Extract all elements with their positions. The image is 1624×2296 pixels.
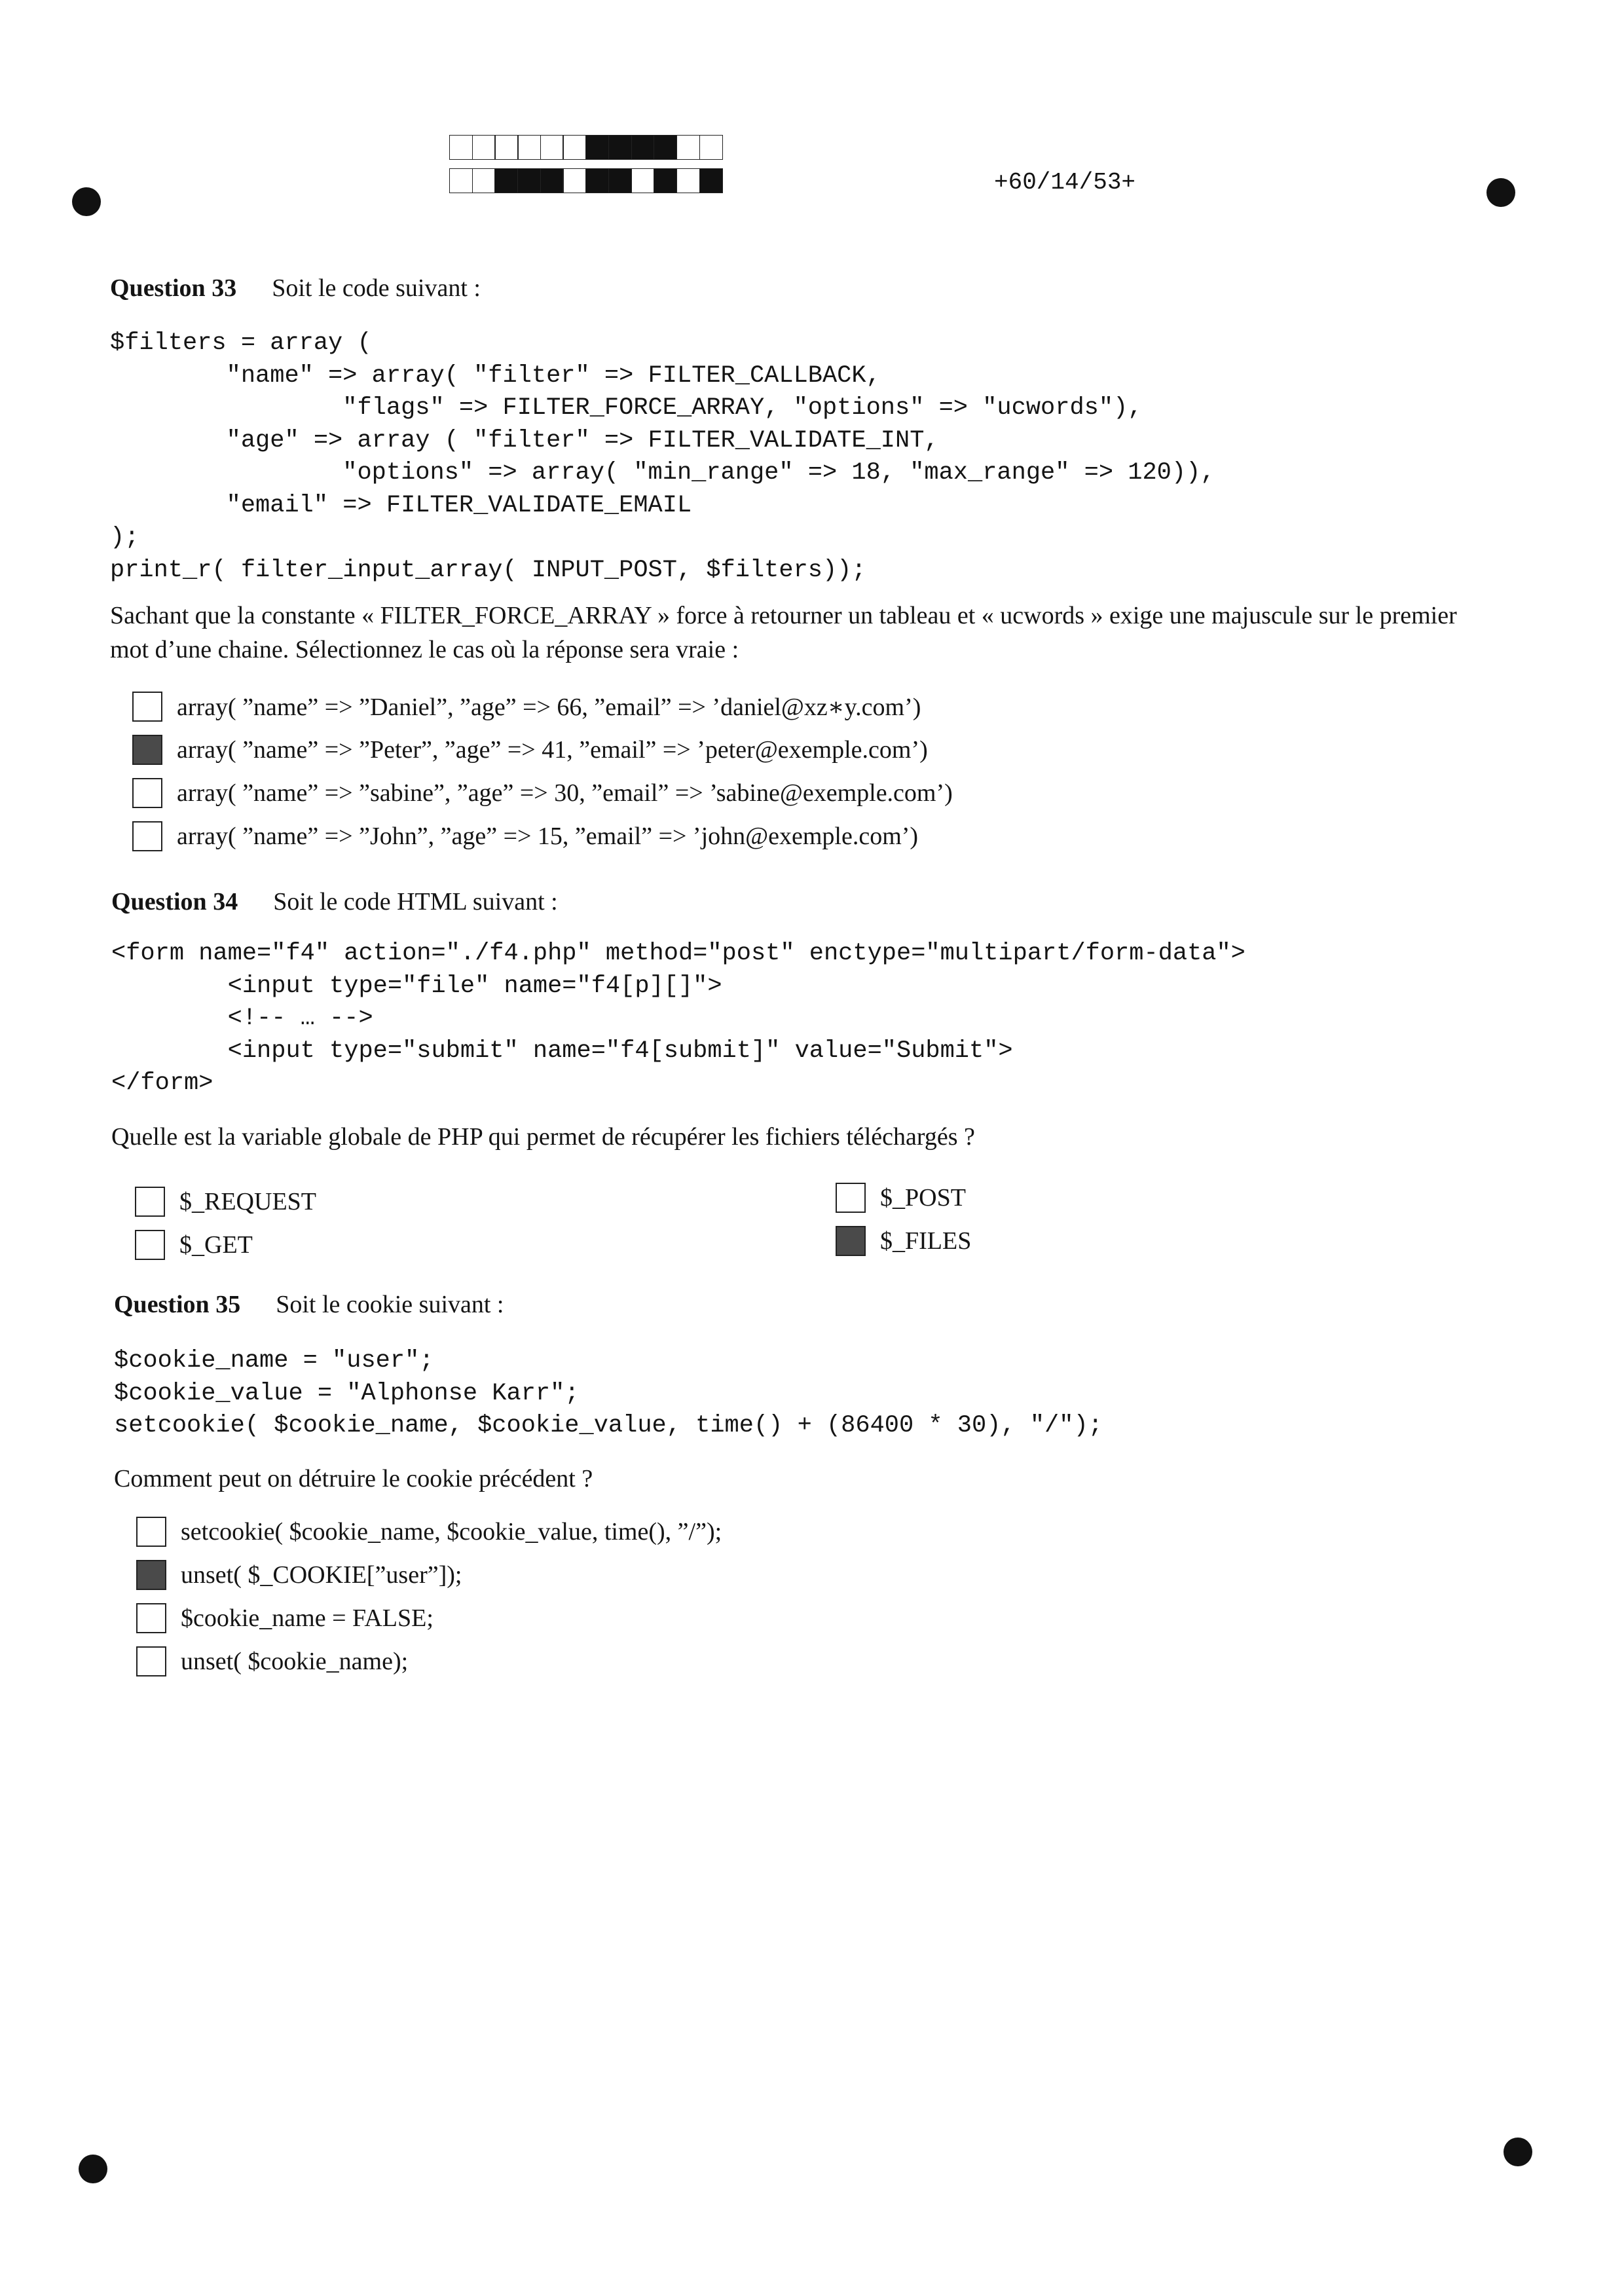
question-34-intro: Soit le code HTML suivant : — [273, 888, 558, 916]
barcode-cell — [585, 135, 609, 160]
barcode-cell — [676, 135, 700, 160]
q33-option-1[interactable] — [132, 692, 921, 722]
question-34-label: Question 34 — [111, 888, 238, 916]
checkbox[interactable] — [836, 1183, 866, 1213]
checkbox[interactable] — [136, 1517, 166, 1547]
barcode-cell — [563, 135, 586, 160]
registration-mark-top-left — [72, 187, 101, 216]
barcode-cell — [494, 168, 518, 193]
option-label: array( ”name” => ”Peter”, ”age” => 41, ”email” => ’peter@exemple.com’) — [177, 736, 928, 764]
question-35-code: $cookie_name = "user"; $cookie_value = "Alphonse Karr"; setcookie( $cookie_name, $cookie_value, time() + (86400 * 30), "/"); — [114, 1347, 1103, 1439]
barcode-cell — [517, 135, 541, 160]
option-label: unset( $cookie_name); — [181, 1648, 409, 1675]
question-33-prompt: Sachant que la constante « FILTER_FORCE_ARRAY » force à retourner un tableau et « ucwords » exige une majuscule sur le premier mot d’une chaine. Sélectionnez le cas où la réponse sera vraie : — [110, 602, 1457, 663]
page-id: +60/14/53+ — [994, 169, 1136, 196]
barcode-cell — [540, 135, 564, 160]
option-label: unset( $_COOKIE[”user”]); — [181, 1561, 462, 1589]
q34-option-request[interactable] — [135, 1187, 316, 1217]
option-label: $_REQUEST — [179, 1188, 316, 1215]
question-33-label: Question 33 — [110, 274, 237, 302]
barcode-cell — [472, 168, 496, 193]
barcode-cell — [631, 168, 655, 193]
barcode-cell — [631, 135, 655, 160]
barcode-cell — [654, 168, 677, 193]
checkbox[interactable] — [132, 821, 162, 851]
question-33-intro: Soit le code suivant : — [272, 274, 481, 302]
question-35-label: Question 35 — [114, 1291, 241, 1318]
barcode-cell — [517, 168, 541, 193]
barcode-cell — [449, 135, 473, 160]
q34-option-post[interactable] — [836, 1183, 966, 1213]
barcode-cell — [608, 135, 632, 160]
barcode-cell — [494, 135, 518, 160]
checkbox[interactable] — [836, 1226, 866, 1256]
question-35-header — [114, 1290, 504, 1319]
option-label: $_FILES — [880, 1227, 972, 1255]
option-label: $_GET — [179, 1231, 253, 1259]
option-label: setcookie( $cookie_name, $cookie_value, time(), ”/”); — [181, 1518, 722, 1546]
checkbox[interactable] — [135, 1187, 165, 1217]
barcode-cell — [676, 168, 700, 193]
barcode-row-1 — [449, 135, 722, 161]
barcode-cell — [585, 168, 609, 193]
barcode-cell — [699, 168, 723, 193]
question-34-header — [111, 887, 558, 916]
checkbox[interactable] — [136, 1560, 166, 1590]
barcode-cell — [563, 168, 586, 193]
checkbox[interactable] — [136, 1646, 166, 1676]
barcode-cell — [608, 168, 632, 193]
option-label: array( ”name” => ”John”, ”age” => 15, ”email” => ’john@exemple.com’) — [177, 823, 919, 850]
question-35-prompt: Comment peut on détruire le cookie précédent ? — [114, 1465, 593, 1492]
barcode-cell — [699, 135, 723, 160]
q35-option-4[interactable] — [136, 1646, 408, 1676]
q34-option-files[interactable] — [836, 1226, 971, 1256]
q34-option-get[interactable] — [135, 1230, 253, 1260]
checkbox[interactable] — [132, 778, 162, 808]
question-35-intro: Soit le cookie suivant : — [276, 1291, 504, 1318]
q35-option-2[interactable] — [136, 1560, 462, 1590]
checkbox[interactable] — [132, 692, 162, 722]
checkbox[interactable] — [135, 1230, 165, 1260]
q35-option-1[interactable] — [136, 1517, 722, 1547]
barcode-cell — [449, 168, 473, 193]
question-34-prompt: Quelle est la variable globale de PHP qui permet de récupérer les fichiers téléchargés ? — [111, 1123, 975, 1151]
q33-option-3[interactable] — [132, 778, 953, 808]
q33-option-2[interactable] — [132, 735, 928, 765]
option-label: $_POST — [880, 1184, 966, 1212]
q35-option-3[interactable] — [136, 1603, 434, 1633]
registration-mark-bottom-left — [79, 2155, 107, 2183]
q33-option-4[interactable] — [132, 821, 918, 851]
checkbox[interactable] — [136, 1603, 166, 1633]
barcode-cell — [472, 135, 496, 160]
question-33-code: $filters = array ( "name" => array( "filter" => FILTER_CALLBACK, "flags" => FILTER_FORCE_ARRAY, "options" => "ucwords"), "age" => array ( "filter" => FILTER_VALIDATE_INT, "options" => array( "min_range" => 18, "max_range" => 120)), "email" => FILTER_VALIDATE_EMAIL ); print_r( filter_input_array( INPUT_POST, $filters)); — [110, 329, 1215, 584]
registration-mark-top-right — [1486, 178, 1515, 207]
barcode-cell — [540, 168, 564, 193]
checkbox[interactable] — [132, 735, 162, 765]
option-label: array( ”name” => ”sabine”, ”age” => 30, ”email” => ’sabine@exemple.com’) — [177, 779, 953, 807]
question-33-header — [110, 274, 481, 303]
registration-mark-bottom-right — [1504, 2138, 1532, 2166]
option-label: array( ”name” => ”Daniel”, ”age” => 66, ”email” => ’daniel@xz∗y.com’) — [177, 693, 921, 721]
barcode-row-2 — [449, 168, 722, 194]
option-label: $cookie_name = FALSE; — [181, 1604, 434, 1632]
barcode-cell — [654, 135, 677, 160]
question-34-code: <form name="f4" action="./f4.php" method="post" enctype="multipart/form-data"> <input type="file" name="f4[p][]"> <!-- … --> <input type="submit" name="f4[submit]" value="Submit"> </form> — [111, 940, 1246, 1097]
